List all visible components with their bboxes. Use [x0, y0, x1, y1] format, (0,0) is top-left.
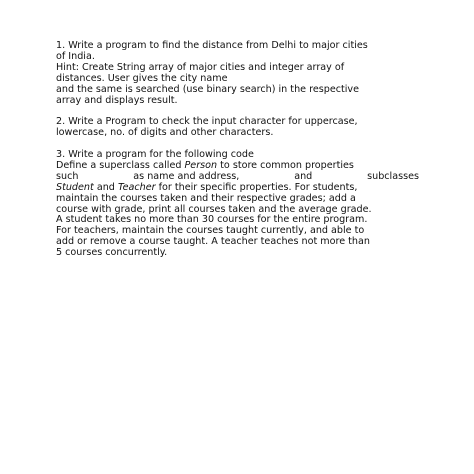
question-2-line: lowercase, no. of digits and other characters. [56, 127, 274, 139]
such-word: and [294, 170, 313, 182]
question-3-line: maintain the courses taken and their respective grades; add a [56, 192, 356, 204]
such-word: as name and address, [133, 170, 240, 182]
such-word: subclasses [367, 170, 419, 182]
teacher-class-name: Teacher [117, 181, 156, 193]
question-1-line: 1. Write a program to find the distance from Delhi to major cities [56, 40, 368, 51]
question-2 [56, 117, 419, 139]
question-1 [56, 41, 419, 106]
document-page [56, 41, 419, 270]
question-3-title: 3. Write a program for the following code [56, 149, 254, 161]
subclass-text: and [93, 181, 118, 193]
question-3-line: add or remove a course taught. A teacher teaches not more than [56, 236, 370, 248]
question-3 [56, 150, 419, 259]
such-word: such [56, 170, 79, 182]
question-1-line: and the same is searched (use binary search) in the respective [56, 83, 360, 95]
question-3-line: 5 courses concurrently. [56, 247, 168, 259]
question-3-line: For teachers, maintain the courses taught currently, and able to [56, 225, 365, 237]
question-1-line: array and displays result. [56, 94, 178, 106]
question-1-line: Hint: Create String array of major cities and integer array of [56, 61, 345, 73]
person-class-name: Person [184, 159, 218, 171]
question-3-line: course with grade, print all courses taken and the average grade. [56, 203, 372, 215]
define-text: Define a superclass called [56, 159, 185, 171]
define-text: to store common properties [217, 159, 354, 171]
question-1-line: distances. User gives the city name [56, 72, 228, 84]
question-2-line: 2. Write a Program to check the input character for uppercase, [56, 116, 358, 128]
student-class-name: Student [56, 181, 94, 193]
question-3-line: A student takes no more than 30 courses for the entire program. [56, 214, 368, 226]
question-1-line: of India. [56, 50, 95, 62]
subclass-text: for their specific properties. For students, [155, 181, 358, 193]
